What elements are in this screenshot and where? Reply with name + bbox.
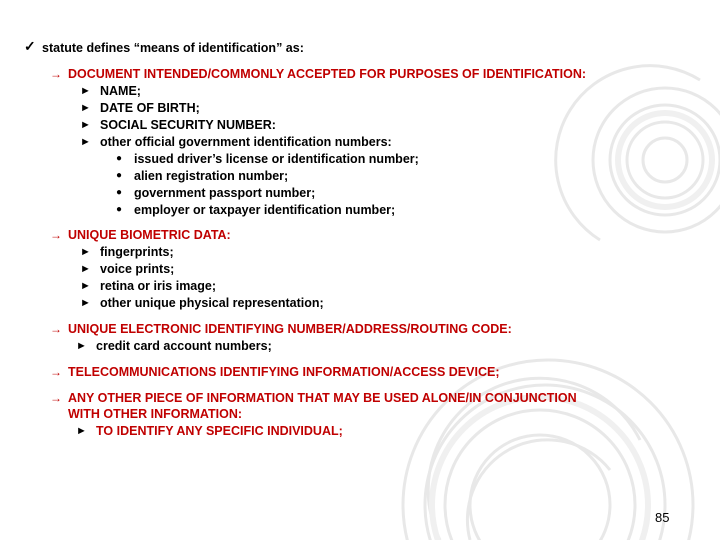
sub-list-item: issued driver’s license or identification number;: [134, 152, 419, 166]
page-number: 85: [655, 510, 670, 525]
triangle-bullet-icon: ►: [80, 246, 91, 258]
intro-text: [42, 40, 304, 56]
section-title: DOCUMENT INTENDED/COMMONLY ACCEPTED FOR PURPOSES OF IDENTIFICATION:: [68, 67, 587, 81]
sub-list-item: alien registration number;: [134, 169, 289, 183]
triangle-bullet-icon: ►: [80, 297, 91, 309]
dot-bullet-icon: ●: [116, 204, 123, 215]
list-item: other official government identification numbers:: [100, 135, 392, 149]
list-item: SOCIAL SECURITY NUMBER:: [100, 118, 276, 132]
list-item: NAME;: [100, 84, 141, 98]
dot-bullet-icon: ●: [116, 170, 123, 181]
triangle-bullet-icon: ►: [76, 425, 87, 437]
list-item: credit card account numbers;: [96, 339, 272, 353]
checkmark-icon: ✓: [24, 38, 36, 54]
arrow-icon: →: [50, 228, 62, 242]
arrow-icon: →: [50, 391, 62, 405]
list-item: voice prints;: [100, 262, 175, 276]
list-item: fingerprints;: [100, 245, 174, 259]
triangle-bullet-icon: ►: [76, 340, 87, 352]
arrow-icon: →: [50, 322, 62, 336]
list-item: retina or iris image;: [100, 279, 217, 293]
triangle-bullet-icon: ►: [80, 263, 91, 275]
dot-bullet-icon: ●: [116, 187, 123, 198]
triangle-bullet-icon: ►: [80, 119, 91, 131]
intro-quote: “means of identification”: [133, 41, 283, 55]
section-title: TELECOMMUNICATIONS IDENTIFYING INFORMATION/ACCESS DEVICE;: [68, 365, 500, 379]
triangle-bullet-icon: ►: [80, 280, 91, 292]
section-title-continued: WITH OTHER INFORMATION:: [68, 407, 243, 421]
intro-plain: statute defines: [42, 41, 134, 55]
sub-list-item: employer or taxpayer identification number;: [134, 203, 396, 217]
list-item: other unique physical representation;: [100, 296, 324, 310]
triangle-bullet-icon: ►: [80, 136, 91, 148]
dot-bullet-icon: ●: [116, 153, 123, 164]
intro-end: as:: [282, 41, 304, 55]
list-item: TO IDENTIFY ANY SPECIFIC INDIVIDUAL;: [96, 424, 343, 438]
section-title: ANY OTHER PIECE OF INFORMATION THAT MAY BE USED ALONE/IN CONJUNCTION: [68, 391, 577, 405]
arrow-icon: →: [50, 67, 62, 81]
triangle-bullet-icon: ►: [80, 85, 91, 97]
sub-list-item: government passport number;: [134, 186, 316, 200]
section-title: UNIQUE ELECTRONIC IDENTIFYING NUMBER/ADDRESS/ROUTING CODE:: [68, 322, 512, 336]
triangle-bullet-icon: ►: [80, 102, 91, 114]
section-title: UNIQUE BIOMETRIC DATA:: [68, 228, 231, 242]
list-item: DATE OF BIRTH;: [100, 101, 200, 115]
arrow-icon: →: [50, 365, 62, 379]
